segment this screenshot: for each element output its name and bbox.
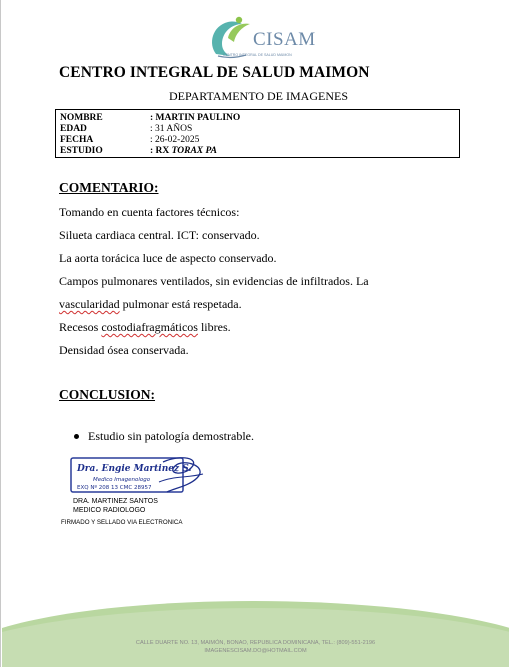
bullet-icon	[74, 434, 79, 439]
comment-line: Densidad ósea conservada.	[59, 343, 189, 357]
conclusion-heading: CONCLUSION:	[59, 387, 156, 402]
footer-address: CALLE DUARTE NO. 13, MAIMÓN, BONAO, REPUBLICA DOMINICANA, TEL.: (809)-551-2196	[135, 640, 376, 646]
stamp-drawing	[63, 452, 213, 498]
study-date: : 26-02-2025	[150, 135, 200, 145]
patient-age: : 31 AÑOS	[150, 124, 193, 134]
comment-line: vascularidad pulmonar está respetada.	[59, 297, 242, 311]
clinic-title: CENTRO INTEGRAL DE SALUD MAIMON	[59, 64, 370, 81]
patient-info-box	[55, 109, 460, 158]
field-label: NOMBRE	[60, 113, 103, 123]
comment-line: Silueta cardiaca central. ICT: conservado.	[59, 228, 260, 242]
cisam-logo	[206, 14, 316, 60]
study-type: : RX TORAX PA	[150, 146, 217, 156]
field-label: ESTUDIO	[60, 146, 103, 156]
field-label: EDAD	[60, 124, 87, 134]
footer-email: IMAGENESCISAM.DO@HOTMAIL.COM	[204, 648, 307, 654]
logo-wordmark: CISAM	[253, 29, 316, 50]
stamp-exequatur: EXQ Nº 208 13 CMC 28957	[77, 485, 152, 491]
doctor-role: MEDICO RADIOLOGO	[73, 507, 146, 514]
comment-line: Recesos costodiafragmáticos libres.	[59, 320, 231, 334]
footer-band	[2, 598, 509, 667]
doctor-name: DRA. MARTINEZ SANTOS	[73, 498, 158, 505]
comment-heading: COMENTARIO:	[59, 180, 159, 195]
comment-line: Tomando en cuenta factores técnicos:	[59, 205, 240, 219]
patient-name: : MARTIN PAULINO	[150, 113, 241, 123]
comment-line: La aorta torácica luce de aspecto conservado.	[59, 251, 277, 265]
stamp-title: Medico Imagenologo	[93, 477, 151, 483]
comment-line: Campos pulmonares ventilados, sin evidencias de infiltrados. La	[59, 274, 369, 288]
conclusion-item: Estudio sin patología demostrable.	[74, 429, 254, 444]
department-title: DEPARTAMENTO DE IMAGENES	[169, 89, 348, 103]
signature-stamp	[63, 452, 213, 498]
logo-subtitle: CENTRO INTEGRAL DE SALUD MAIMON	[223, 53, 292, 57]
field-label: FECHA	[60, 135, 94, 145]
signature-note: FIRMADO Y SELLADO VIA ELECTRONICA	[61, 519, 183, 526]
stamp-name: Dra. Engie Martinez S.	[77, 464, 192, 474]
